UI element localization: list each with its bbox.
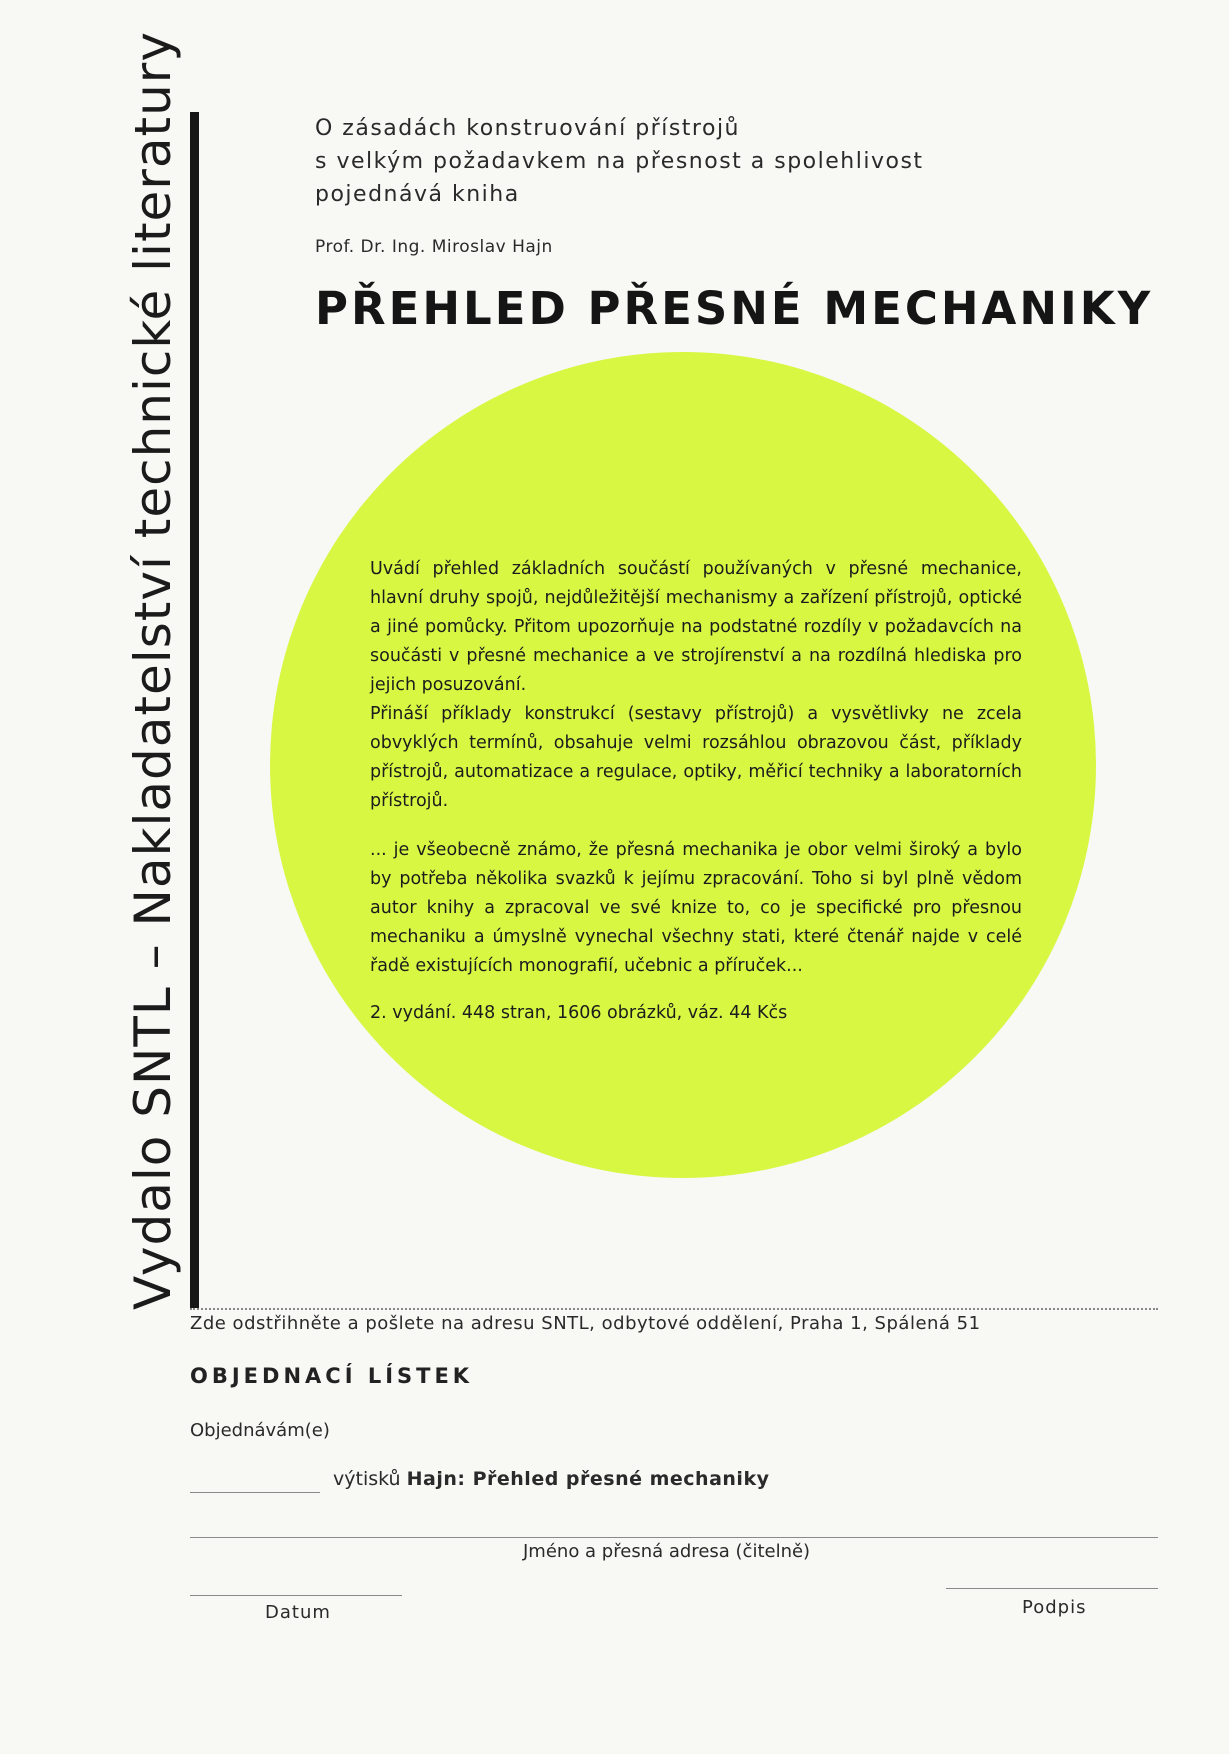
review-quote: ... je všeobecně známo, že přesná mechanika je obor velmi široký a bylo by potřeba několika svazků k jejímu zpracování. Toho si byl plně vědom autor knihy a zpracoval ve své knize to, co je specifické pro přesnou mechaniku a úmyslně vynechal všechny stati, které čtenář najde v celé řadě existujících monografií, učebnic a příruček... [370,840,1022,976]
book-description [370,555,1022,1028]
author-name: Prof. Dr. Ing. Miroslav Hajn [315,237,553,257]
description-paragraph: Přináší příklady konstrukcí (sestavy přístrojů) a vysvětlivky ne zcela obvyklých termínů, obsahuje velmi rozsáhlou obrazovou část, příklady přístrojů, automatizace a regulace, optiky, měřicí techniky a laboratorních přístrojů. [370,704,1022,811]
order-form-heading: OBJEDNACÍ LÍSTEK [190,1364,474,1388]
copies-line [333,1468,769,1490]
cut-instruction: Zde odstřihněte a pošlete na adresu SNTL, odbytové oddělení, Praha 1, Spálená 51 [190,1313,981,1334]
date-field[interactable] [190,1595,402,1596]
copies-prefix: výtisků [333,1468,401,1490]
intro-text [315,112,924,211]
description-paragraph: Uvádí přehled základních součástí používaných v přesné mechanice, hlavní druhy spojů, nejdůležitější mechanismy a zařízení přístrojů, optické a jiné pomůcky. Přitom upozorňuje na podstatné rozdíly v požadavcích na součásti v přesné mechanice a ve strojírenství a na rozdílná hlediska pro jejich posuzování. [370,559,1022,695]
intro-line: pojednává kniha [315,182,520,207]
name-address-field[interactable] [190,1537,1158,1538]
copies-title: Hajn: Přehled přesné mechaniky [406,1468,770,1490]
date-label: Datum [265,1602,331,1623]
intro-line: s velkým požadavkem na přesnost a spolehlivost [315,149,924,174]
intro-line: O zásadách konstruování přístrojů [315,116,740,141]
publisher-band: Vydalo SNTL – Nakladatelství technické literatury [124,31,182,1310]
edition-info: 2. vydání. 448 stran, 1606 obrázků, váz. 44 Kčs [370,1003,788,1023]
cut-line [190,1308,1158,1310]
quantity-field[interactable] [190,1492,320,1493]
vertical-rule [190,112,199,1308]
signature-field[interactable] [946,1588,1158,1589]
signature-label: Podpis [1022,1597,1087,1618]
book-title: PŘEHLED PŘESNÉ MECHANIKY [315,282,1154,335]
order-label: Objednávám(e) [190,1420,330,1441]
name-address-label: Jméno a přesná adresa (čitelně) [523,1541,811,1562]
